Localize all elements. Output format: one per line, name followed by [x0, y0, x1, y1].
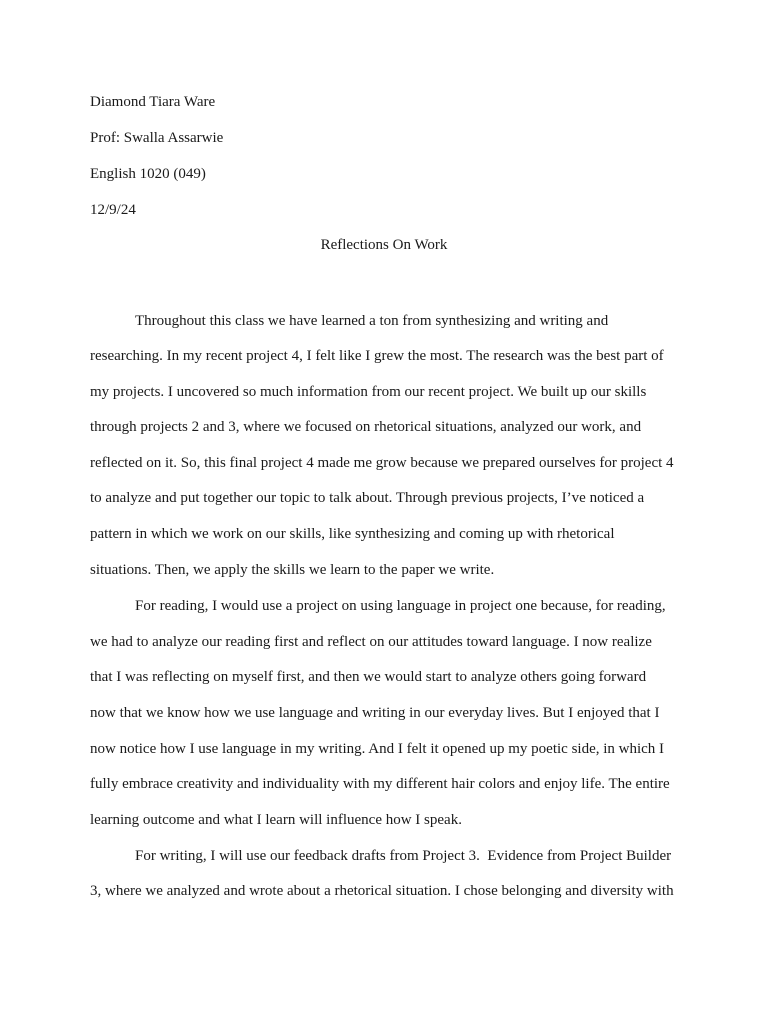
document-date: 12/9/24 [90, 202, 136, 218]
body-line: Throughout this class we have learned a ton from synthesizing and writing and [135, 313, 609, 329]
body-line: we had to analyze our reading first and reflect on our attitudes toward language. I now realize [90, 634, 652, 650]
body-line: reflected on it. So, this final project 4 made me grow because we prepared ourselves for project 4 [90, 455, 674, 471]
author-name: Diamond Tiara Ware [90, 94, 216, 110]
course-name: English 1020 (049) [90, 166, 206, 182]
body-line: through projects 2 and 3, where we focused on rhetorical situations, analyzed our work, and [90, 419, 642, 435]
professor-name: Prof: Swalla Assarwie [90, 130, 224, 146]
body-line: to analyze and put together our topic to talk about. Through previous projects, I’ve noticed a [90, 490, 645, 506]
body-line: learning outcome and what I learn will influence how I speak. [90, 812, 462, 828]
body-line: For writing, I will use our feedback drafts from Project 3. Evidence from Project Builder [135, 848, 672, 864]
body-line: now notice how I use language in my writing. And I felt it opened up my poetic side, in which I [90, 741, 665, 757]
body-line: now that we know how we use language and writing in our everyday lives. But I enjoyed that I [90, 705, 660, 721]
body-line: pattern in which we work on our skills, like synthesizing and coming up with rhetorical [90, 526, 615, 542]
body-line: researching. In my recent project 4, I felt like I grew the most. The research was the best part of [90, 348, 664, 364]
body-line: situations. Then, we apply the skills we learn to the paper we write. [90, 562, 495, 578]
body-line: fully embrace creativity and individuality with my different hair colors and enjoy life. The entire [90, 776, 670, 792]
body-line: For reading, I would use a project on using language in project one because, for reading, [135, 598, 666, 614]
body-line: that I was reflecting on myself first, and then we would start to analyze others going forward [90, 669, 647, 685]
document-title: Reflections On Work [320, 237, 448, 253]
body-line: 3, where we analyzed and wrote about a rhetorical situation. I chose belonging and diversity with [90, 883, 674, 899]
body-line: my projects. I uncovered so much information from our recent project. We built up our skills [90, 384, 647, 400]
